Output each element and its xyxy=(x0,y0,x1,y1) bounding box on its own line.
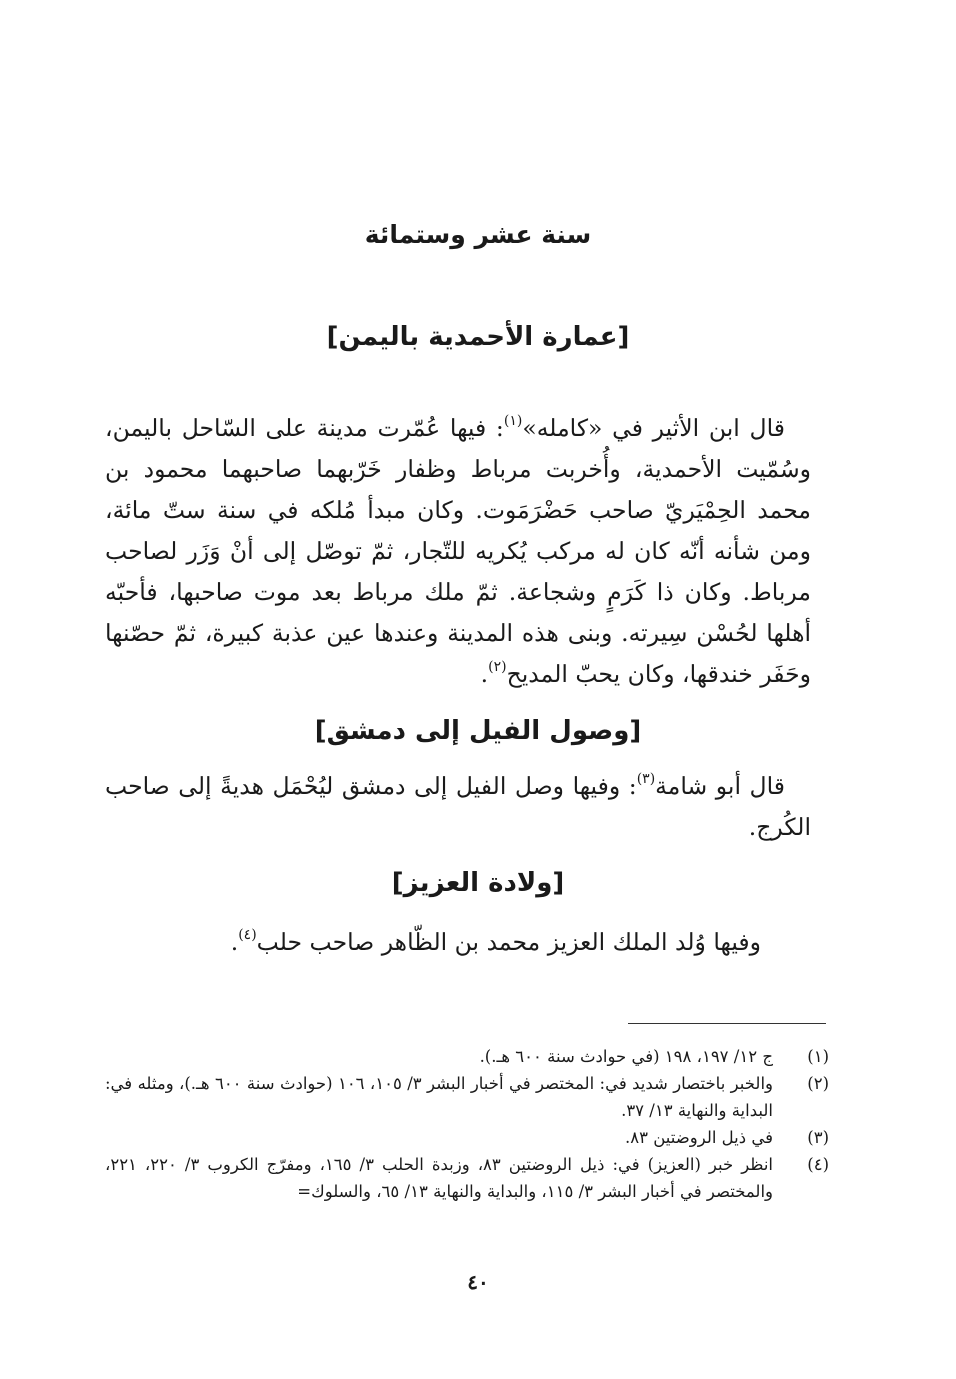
footnote-item xyxy=(105,1070,829,1124)
footnote-text: ج ١٢/ ١٩٧، ١٩٨ (في حوادث سنة ٦٠٠ هـ.). xyxy=(479,1047,773,1066)
paragraph-text: . xyxy=(230,928,239,956)
footnote-text: انظر خبر (العزيز) في: ذيل الروضتين ٨٣، وزبدة الحلب ٣/ ١٦٥، ومفرّج الكروب ٣/ ٢٢٠، ٢٢١، والمختصر في أخبار البشر ٣/ ١١٥، والبداية والنهاية ١٣/ ٦٥، والسلوك= xyxy=(105,1155,774,1201)
paragraph-elephant xyxy=(105,766,811,848)
footnote-ref: (٤) xyxy=(238,927,257,943)
paragraph-text: وفيها وُلد الملك العزيز محمد بن الظّاهر صاحب حلب xyxy=(256,928,761,956)
section-title-aziz: [ولادة العزيز] xyxy=(391,868,565,898)
paragraph-ahmadiyya xyxy=(105,408,811,695)
paragraph-text: . xyxy=(480,660,489,688)
section-title-ahmadiyya: [عمارة الأحمدية باليمن] xyxy=(326,322,630,352)
footnote-separator xyxy=(628,1023,826,1024)
section-title-elephant: [وصول الفيل إلى دمشق] xyxy=(314,716,642,746)
paragraph-text: قال ابن الأثير في «كامله» xyxy=(522,414,785,442)
paragraph-text: : فيها عُمّرت مدينة على السّاحل باليمن، وسُمّيت الأحمدية، وأُخربت مرباط وظفار خَرّبهما صاحبهما محمود بن محمد الحِمْيَريّ صاحب حَضْرَمَوت. وكان مبدأ مُلكه في سنة ستّ مائة، ومن شأنه أنّه كان له مركب يُكريه للتّجار، ثمّ توصّل إلى أنْ وَزَر لصاحب مرباط. وكان ذا كَرَمٍ وشجاعة. ثمّ ملك مرباط بعد موت صاحبها، فأحبّه أهلها لحُسْن سِيرته. وبنى هذه المدينة وعندها عين عذبة كبيرة، ثمّ حصّنها وحَفَر خندقها، وكان يحبّ المديح xyxy=(105,414,811,688)
page-number: ٤٠ xyxy=(467,1270,489,1294)
footnote-number: (١) xyxy=(807,1047,829,1066)
footnote-item xyxy=(105,1043,829,1070)
paragraph-text: : وفيها وصل الفيل إلى دمشق ليُحْمَل هديةً إلى صاحب الكُرج. xyxy=(105,772,811,841)
footnote-ref: (٣) xyxy=(636,771,656,787)
footnote-ref: (١) xyxy=(503,413,523,429)
footnote-item xyxy=(105,1124,829,1151)
footnote-ref: (٢) xyxy=(488,659,507,675)
footnote-number: (٤) xyxy=(807,1155,829,1174)
year-heading: سنة عشر وستمائة xyxy=(364,220,592,249)
footnote-item xyxy=(105,1151,829,1205)
footnote-number: (٣) xyxy=(807,1128,829,1147)
footnote-number: (٢) xyxy=(807,1074,829,1093)
paragraph-aziz xyxy=(105,922,811,963)
footnote-text: في ذيل الروضتين ٨٣. xyxy=(624,1128,773,1147)
footnote-text: والخبر باختصار شديد في: المختصر في أخبار البشر ٣/ ١٠٥، ١٠٦ (حوادث سنة ٦٠٠ هـ.)، ومثله في: البداية والنهاية ١٣/ ٣٧. xyxy=(105,1074,773,1120)
paragraph-text: قال أبو شامة xyxy=(655,772,785,800)
footnotes xyxy=(105,1043,829,1205)
